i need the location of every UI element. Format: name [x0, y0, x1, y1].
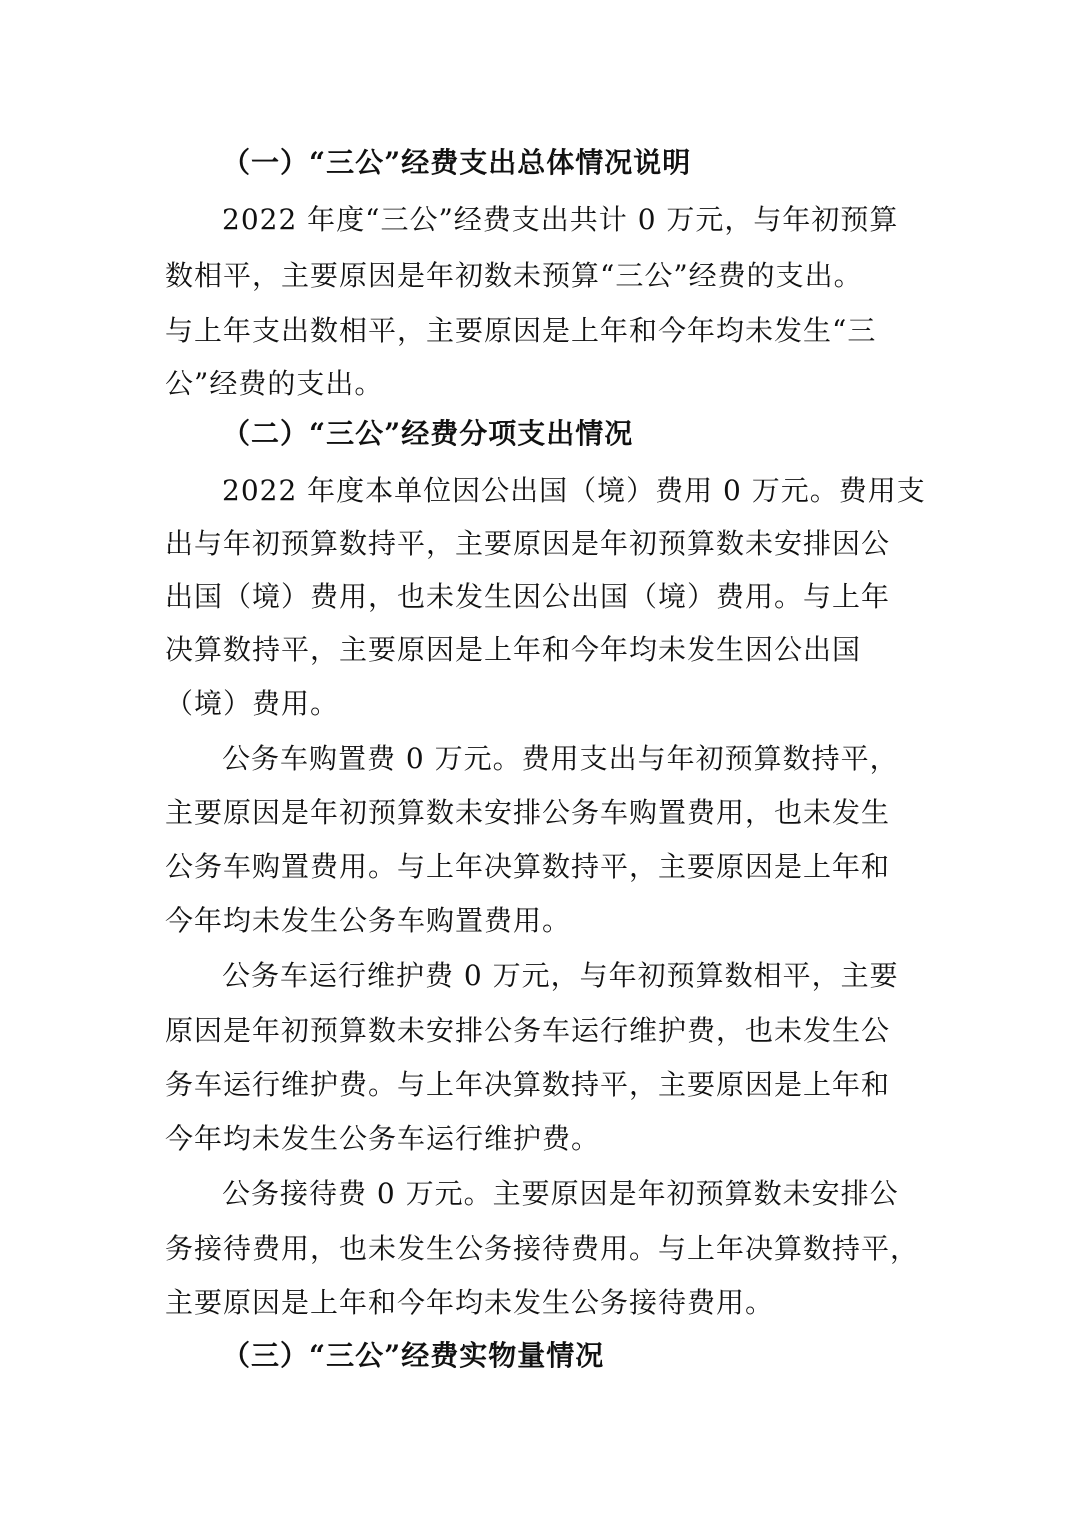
paragraph-line: 原因是年初预算数未安排公务车运行维护费，也未发生公 — [165, 1014, 891, 1047]
paragraph-line: 出国（境）费用，也未发生因公出国（境）费用。与上年 — [165, 580, 891, 613]
paragraph-line: 出与年初预算数持平，主要原因是年初预算数未安排因公 — [165, 527, 891, 560]
paragraph-line: 今年均未发生公务车运行维护费。 — [165, 1122, 601, 1155]
paragraph-line: 数相平，主要原因是年初数未预算“三公”经费的支出。 — [165, 259, 863, 292]
section-heading-2: （二）“三公”经费分项支出情况 — [222, 417, 634, 450]
paragraph-line: 决算数持平，主要原因是上年和今年均未发生因公出国 — [165, 633, 862, 666]
paragraph-line: 公”经费的支出。 — [165, 367, 384, 400]
paragraph-line: 公务车运行维护费 0 万元，与年初预算数相平，主要 — [222, 959, 899, 992]
paragraph-line: 公务车购置费用。与上年决算数持平，主要原因是上年和 — [165, 850, 891, 883]
paragraph-line: 今年均未发生公务车购置费用。 — [165, 904, 572, 937]
paragraph-line: 主要原因是年初预算数未安排公务车购置费用，也未发生 — [165, 796, 891, 829]
paragraph-line: 2022 年度“三公”经费支出共计 0 万元，与年初预算 — [222, 203, 899, 236]
paragraph-line: 务车运行维护费。与上年决算数持平，主要原因是上年和 — [165, 1068, 891, 1101]
paragraph-line: 与上年支出数相平，主要原因是上年和今年均未发生“三 — [165, 314, 877, 347]
section-heading-1: （一）“三公”经费支出总体情况说明 — [222, 146, 692, 179]
paragraph-line: 公务接待费 0 万元。主要原因是年初预算数未安排公 — [222, 1177, 899, 1210]
paragraph-line: 主要原因是上年和今年均未发生公务接待费用。 — [165, 1286, 775, 1319]
section-heading-3: （三）“三公”经费实物量情况 — [222, 1339, 605, 1372]
paragraph-line: 公务车购置费 0 万元。费用支出与年初预算数持平， — [222, 742, 899, 775]
paragraph-line: 务接待费用，也未发生公务接待费用。与上年决算数持平， — [165, 1232, 920, 1265]
paragraph-line: （境）费用。 — [165, 687, 340, 720]
paragraph-line: 2022 年度本单位因公出国（境）费用 0 万元。费用支 — [222, 474, 926, 507]
